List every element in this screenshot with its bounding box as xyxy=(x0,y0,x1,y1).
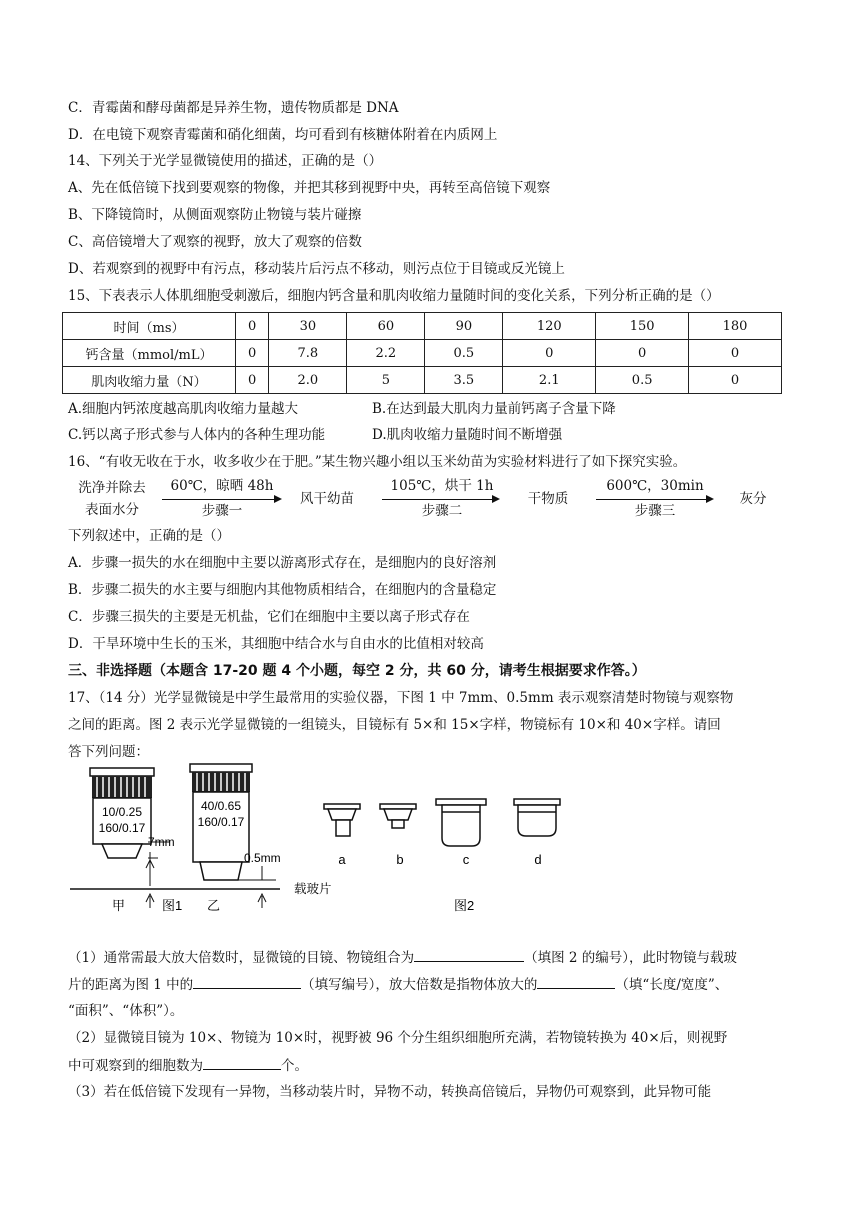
table-cell: 0 xyxy=(689,340,782,367)
label-d: d xyxy=(534,852,542,867)
slide-label: 载玻片 xyxy=(294,882,332,896)
answer-blank[interactable] xyxy=(193,974,301,989)
q17-part1-line1 xyxy=(68,947,737,968)
answer-blank[interactable] xyxy=(414,947,524,962)
table-cell: 0 xyxy=(596,340,689,367)
table-row xyxy=(63,313,782,340)
arrow-icon xyxy=(162,499,280,500)
q17-part1-line2 xyxy=(68,974,728,995)
table-cell: 90 xyxy=(425,313,503,340)
distance-0.5mm: 0.5mm xyxy=(244,851,281,865)
q17-stem-line2: 之间的距离。图 2 表示光学显微镜的一组镜头，目镜标有 5×和 15×字样，物镜标有 10×和 40×字样。请回 xyxy=(68,717,721,733)
q16-question: 下列叙述中，正确的是（） xyxy=(68,528,230,544)
table-cell: 5 xyxy=(347,367,425,394)
table-cell: 0 xyxy=(689,367,782,394)
q15-option-b: B.在达到最大肌肉力量前钙离子含量下降 xyxy=(372,401,616,417)
table-cell: 2.0 xyxy=(269,367,347,394)
q17-p1e: （填“长度/宽度”、 xyxy=(615,977,729,993)
q17-part1-line3: “面积”、“体积”）。 xyxy=(68,1003,184,1019)
q17-p1d: （填写编号），放大倍数是指物体放大的 xyxy=(301,977,538,993)
q14-option-c: C、高倍镜增大了观察的视野，放大了观察的倍数 xyxy=(68,234,362,250)
flow-mid1: 风干幼苗 xyxy=(300,491,354,507)
table-cell: 120 xyxy=(503,313,596,340)
table-cell: 180 xyxy=(689,313,782,340)
fig2-label: 图2 xyxy=(454,898,475,912)
q17-stem-line3: 答下列问题： xyxy=(68,744,149,760)
eyepiece-a xyxy=(324,804,360,836)
q16-option-a: A．步骤一损失的水在细胞中主要以游离形式存在，是细胞内的良好溶剂 xyxy=(68,555,497,571)
objective-lens-yi xyxy=(190,764,252,880)
label-c: c xyxy=(462,852,470,867)
lens1-label-top: 10/0.25 xyxy=(101,805,143,819)
q15-option-c: C.钙以离子形式参与人体内的各种生理功能 xyxy=(68,427,326,443)
q16-stem: 16、“有收无收在于水，收多收少在于肥。”某生物兴趣小组以玉米幼苗为实验材料进行了如下探究实验。 xyxy=(68,454,687,470)
objective-c xyxy=(436,799,486,846)
step3-label: 步骤三 xyxy=(634,503,676,519)
step3-condition: 600℃，30min xyxy=(606,478,704,494)
experiment-flow xyxy=(62,478,782,522)
q17-p1a: （1）通常需最大放大倍数时，显微镜的目镜、物镜组合为 xyxy=(68,950,415,966)
table-cell: 0.5 xyxy=(596,367,689,394)
q17-part2-line1: （2）显微镜目镜为 10×、物镜为 10×时，视野被 96 个分生组织细胞所充满，若物镜转换为 40×后，则视野 xyxy=(68,1030,728,1046)
q17-p1c: 片的距离为图 1 中的 xyxy=(68,977,194,993)
flow-start-top: 洗净并除去 xyxy=(78,480,146,496)
q17-part2-line2 xyxy=(68,1055,308,1076)
table-cell: 0.5 xyxy=(425,340,503,367)
flow-mid2: 干物质 xyxy=(527,491,569,507)
table-cell: 0 xyxy=(503,340,596,367)
q13-option-d: D．在电镜下观察青霉菌和硝化细菌，均可看到有核糖体附着在内质网上 xyxy=(68,127,498,143)
table-cell: 肌肉收缩力量（N） xyxy=(63,367,236,394)
label-yi: 乙 xyxy=(207,898,221,912)
arrow-icon xyxy=(382,499,498,500)
q17-stem-line1: 17、（14 分）光学显微镜是中学生最常用的实验仪器，下图 1 中 7mm、0.5mm 表示观察清楚时物镜与观察物 xyxy=(68,690,734,706)
distance-7mm: 7mm xyxy=(148,835,175,849)
table-cell: 7.8 xyxy=(269,340,347,367)
label-jia: 甲 xyxy=(112,898,126,912)
q15-stem: 15、下表表示人体肌细胞受刺激后，细胞内钙含量和肌肉收缩力量随时间的变化关系，下列分析正确的是（） xyxy=(68,288,720,304)
eyepiece-b xyxy=(380,804,416,828)
table-row xyxy=(63,367,782,394)
fig1-label: 图1 xyxy=(162,898,183,912)
table-cell: 30 xyxy=(269,313,347,340)
q16-option-d: D．干旱环境中生长的玉米，其细胞中结合水与自由水的比值相对较高 xyxy=(68,636,484,652)
label-b: b xyxy=(396,852,404,867)
lens2-label-bottom: 160/0.17 xyxy=(197,815,245,829)
table-cell: 0 xyxy=(236,340,269,367)
q16-option-c: C．步骤三损失的主要是无机盐，它们在细胞中主要以离子形式存在 xyxy=(68,609,470,625)
answer-blank[interactable] xyxy=(537,974,615,989)
q15-option-a: A.细胞内钙浓度越高肌肉收缩力量越大 xyxy=(68,401,299,417)
table-cell: 2.1 xyxy=(503,367,596,394)
step2-label: 步骤二 xyxy=(421,503,463,519)
section-3-title: 三、非选择题（本题含 17-20 题 4 个小题，每空 2 分，共 60 分，请考生根据要求作答。） xyxy=(68,663,646,679)
step1-label: 步骤一 xyxy=(201,503,243,519)
table-row xyxy=(63,340,782,367)
q17-p2c: 个。 xyxy=(281,1058,308,1074)
table-cell: 150 xyxy=(596,313,689,340)
objective-d xyxy=(514,799,560,836)
microscope-figure xyxy=(62,762,802,912)
lens1-label-bottom: 160/0.17 xyxy=(98,821,146,835)
table-cell: 3.5 xyxy=(425,367,503,394)
step2-condition: 105℃，烘干 1h xyxy=(390,478,494,494)
flow-start-bottom: 表面水分 xyxy=(85,502,139,518)
flow-end: 灰分 xyxy=(739,491,767,507)
label-a: a xyxy=(338,852,346,867)
table-cell: 0 xyxy=(236,313,269,340)
lens2-label-top: 40/0.65 xyxy=(200,799,242,813)
q16-option-b: B．步骤二损失的水主要与细胞内其他物质相结合，在细胞内的含量稳定 xyxy=(68,582,497,598)
q15-option-d: D.肌肉收缩力量随时间不断增强 xyxy=(372,427,563,443)
table-cell: 60 xyxy=(347,313,425,340)
table-cell: 0 xyxy=(236,367,269,394)
answer-blank[interactable] xyxy=(203,1055,281,1070)
q17-p2b: 中可观察到的细胞数为 xyxy=(68,1058,203,1074)
q14-option-d: D、若观察到的视野中有污点，移动装片后污点不移动，则污点位于目镜或反光镜上 xyxy=(68,261,565,277)
objective-lens-jia xyxy=(90,768,154,858)
table-cell: 时间（ms） xyxy=(63,313,236,340)
q14-stem: 14、下列关于光学显微镜使用的描述，正确的是（） xyxy=(68,153,383,169)
q17-part3-line1: （3）若在低倍镜下发现有一异物，当移动装片时，异物不动，转换高倍镜后，异物仍可观察到，此异物可能 xyxy=(68,1084,712,1100)
table-cell: 2.2 xyxy=(347,340,425,367)
q13-option-c: C．青霉菌和酵母菌都是异养生物，遗传物质都是 DNA xyxy=(68,100,399,116)
q14-option-b: B、下降镜筒时，从侧面观察防止物镜与装片碰擦 xyxy=(68,207,362,223)
q17-p1b: （填图 2 的编号），此时物镜与载玻 xyxy=(524,950,738,966)
step1-condition: 60℃，晾晒 48h xyxy=(170,478,274,494)
arrow-icon xyxy=(596,499,712,500)
q14-option-a: A、先在低倍镜下找到要观察的物像，并把其移到视野中央，再转至高倍镜下观察 xyxy=(68,180,551,196)
calcium-force-table xyxy=(62,312,782,394)
table-cell: 钙含量（mmol/mL） xyxy=(63,340,236,367)
